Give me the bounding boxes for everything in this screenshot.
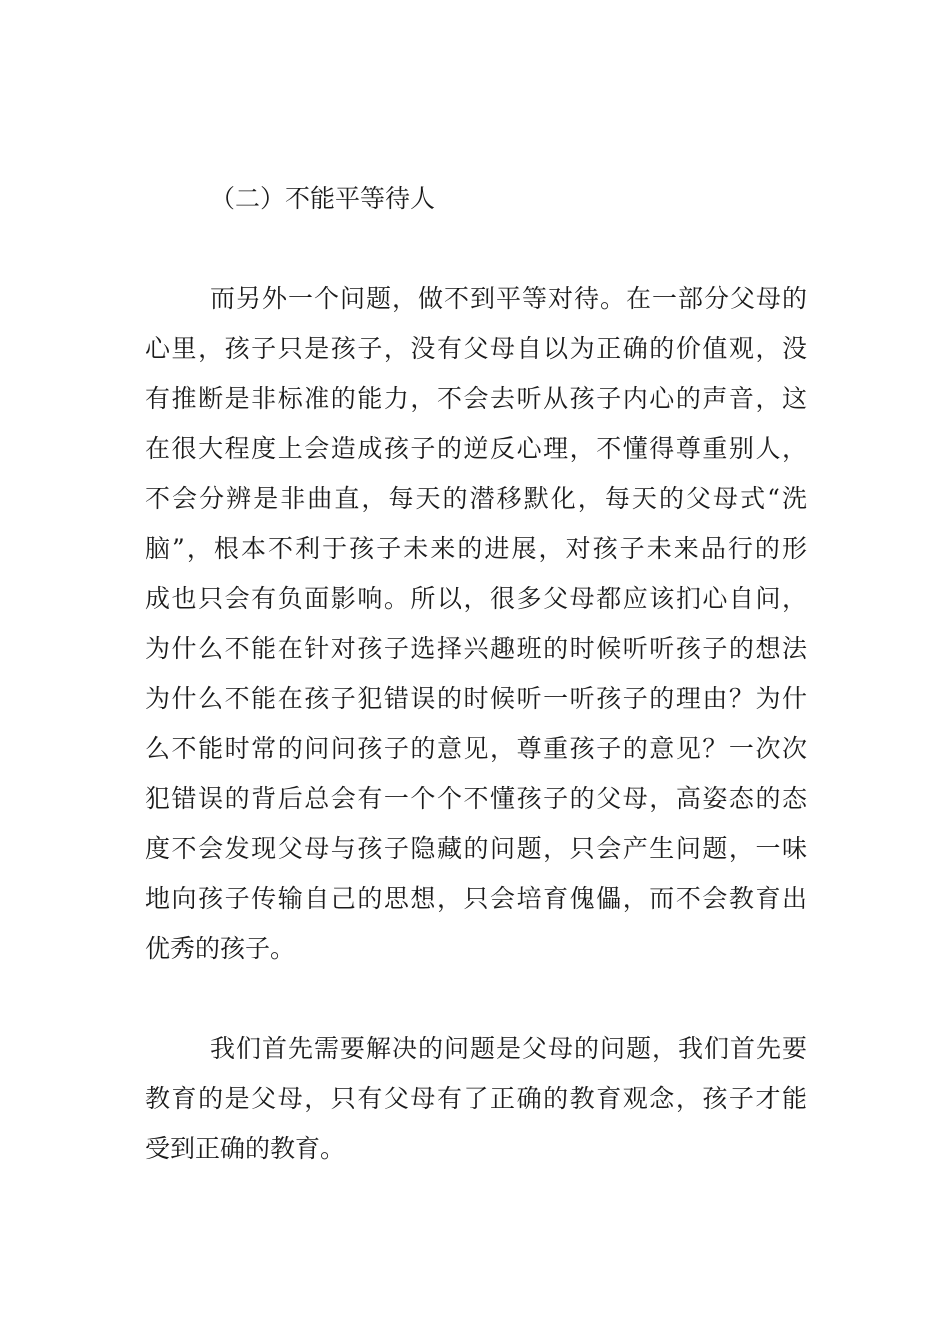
paragraph-line: 为什么不能在针对孩子选择兴趣班的时候听听孩子的想法 bbox=[145, 634, 807, 663]
paragraph-line: 受到正确的教育。 bbox=[145, 1134, 346, 1163]
paragraph-line: 教育的是父母，只有父母有了正确的教育观念，孩子才能 bbox=[145, 1084, 807, 1113]
paragraph-line: 成也只会有负面影响。所以，很多父母都应该扪心自问， bbox=[145, 584, 807, 613]
paragraph-line: 心里，孩子只是孩子，没有父母自以为正确的价值观，没 bbox=[145, 334, 807, 363]
paragraph-line: 地向孩子传输自己的思想，只会培育傀儡，而不会教育出 bbox=[145, 884, 807, 913]
paragraph-line: 优秀的孩子。 bbox=[145, 934, 296, 963]
section-heading: （二）不能平等待人 bbox=[210, 184, 436, 213]
paragraph-line: 而另外一个问题，做不到平等对待。在一部分父母的 bbox=[210, 284, 807, 313]
paragraph-line: 犯错误的背后总会有一个个不懂孩子的父母，高姿态的态 bbox=[145, 784, 807, 813]
paragraph-line: 么不能时常的问问孩子的意见，尊重孩子的意见？一次次 bbox=[145, 734, 807, 763]
paragraph-line: 为什么不能在孩子犯错误的时候听一听孩子的理由？为什 bbox=[145, 684, 807, 713]
paragraph-line: 我们首先需要解决的问题是父母的问题，我们首先要 bbox=[210, 1034, 807, 1063]
paragraph-line: 度不会发现父母与孩子隐藏的问题，只会产生问题，一味 bbox=[145, 834, 807, 863]
paragraph-line: 不会分辨是非曲直，每天的潜移默化，每天的父母式“洗 bbox=[145, 484, 807, 513]
paragraph-line: 在很大程度上会造成孩子的逆反心理，不懂得尊重别人， bbox=[145, 434, 807, 463]
paragraph-line: 有推断是非标准的能力，不会去听从孩子内心的声音，这 bbox=[145, 384, 807, 413]
paragraph-line: 脑”，根本不利于孩子未来的进展，对孩子未来品行的形 bbox=[145, 534, 807, 563]
